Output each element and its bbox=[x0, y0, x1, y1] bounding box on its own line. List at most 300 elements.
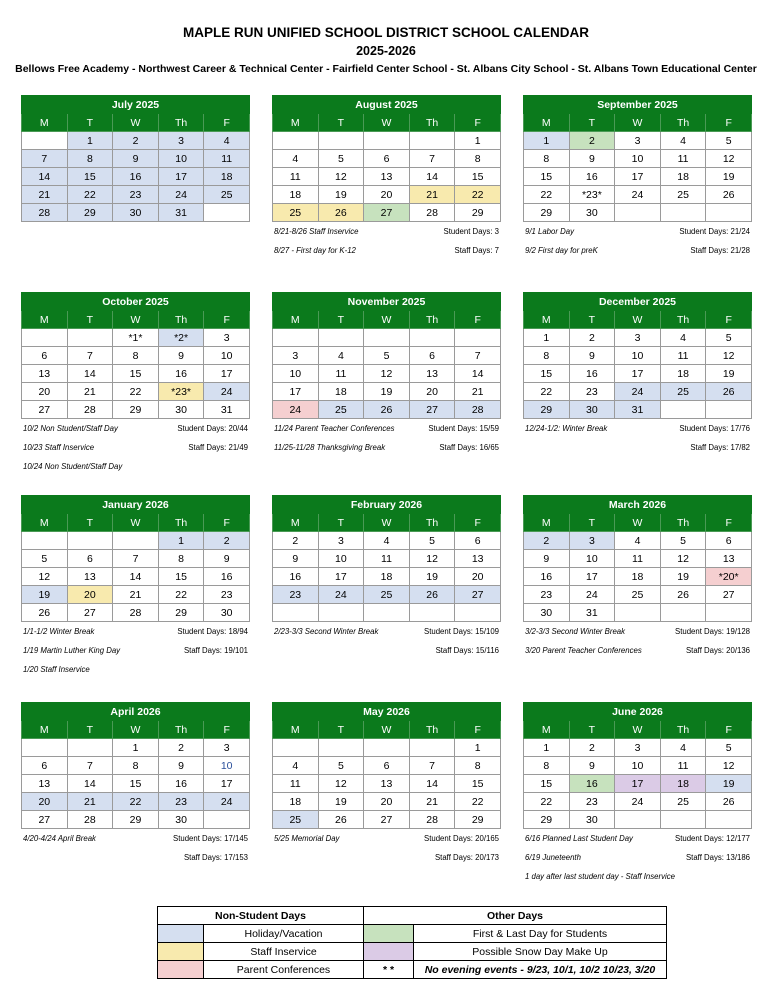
weekday-header: M bbox=[273, 114, 319, 132]
day-cell: 11 bbox=[660, 347, 706, 365]
month-title: January 2026 bbox=[22, 496, 250, 514]
month-note: 9/2 First day for preK bbox=[525, 246, 598, 255]
day-cell: 21 bbox=[67, 383, 113, 401]
day-cell: 3 bbox=[615, 132, 661, 150]
day-cell: 28 bbox=[67, 811, 113, 829]
weekday-header: M bbox=[22, 721, 68, 739]
school-year: 2025-2026 bbox=[356, 44, 416, 58]
day-cell: 9 bbox=[569, 757, 615, 775]
weekday-header: T bbox=[318, 114, 364, 132]
day-cell: 27 bbox=[22, 401, 68, 419]
month-april-2026 bbox=[21, 702, 250, 829]
day-cell bbox=[22, 329, 68, 347]
legend-label-snow-makeup: Possible Snow Day Make Up bbox=[414, 943, 667, 961]
day-cell: 24 bbox=[318, 586, 364, 604]
day-cell: 7 bbox=[67, 757, 113, 775]
day-cell: 20 bbox=[67, 586, 113, 604]
day-cell bbox=[273, 329, 319, 347]
day-cell: 22 bbox=[524, 186, 570, 204]
day-cell: 28 bbox=[22, 204, 68, 222]
day-cell bbox=[364, 132, 410, 150]
day-cell: 4 bbox=[364, 532, 410, 550]
weekday-header: M bbox=[22, 114, 68, 132]
day-cell: 24 bbox=[615, 186, 661, 204]
day-cell: 30 bbox=[569, 401, 615, 419]
day-cell: 9 bbox=[204, 550, 250, 568]
day-cell: 6 bbox=[409, 347, 455, 365]
day-cell: 27 bbox=[455, 586, 501, 604]
weekday-header: F bbox=[455, 514, 501, 532]
day-cell bbox=[706, 811, 752, 829]
day-cell: 4 bbox=[660, 739, 706, 757]
day-cell: 26 bbox=[318, 204, 364, 222]
day-cell bbox=[706, 204, 752, 222]
day-cell: 10 bbox=[318, 550, 364, 568]
weekday-header: F bbox=[455, 721, 501, 739]
day-cell: 1 bbox=[455, 739, 501, 757]
day-cell: 9 bbox=[569, 150, 615, 168]
day-cell: 30 bbox=[113, 204, 159, 222]
month-day-count: Student Days: 12/177 bbox=[675, 834, 750, 843]
month-title: September 2025 bbox=[524, 96, 752, 114]
day-cell: 7 bbox=[409, 150, 455, 168]
month-note: 6/19 Juneteenth bbox=[525, 853, 581, 862]
day-cell: 14 bbox=[22, 168, 68, 186]
month-note: 8/27 - First day for K-12 bbox=[274, 246, 356, 255]
day-cell: 20 bbox=[22, 383, 68, 401]
day-cell: 29 bbox=[113, 811, 159, 829]
day-cell: 1 bbox=[524, 739, 570, 757]
weekday-header: M bbox=[22, 514, 68, 532]
month-note: 4/20-4/24 April Break bbox=[23, 834, 96, 843]
day-cell: 24 bbox=[158, 186, 204, 204]
day-cell: 2 bbox=[569, 132, 615, 150]
day-cell: 5 bbox=[22, 550, 68, 568]
month-day-count: Staff Days: 7 bbox=[454, 246, 499, 255]
day-cell bbox=[22, 132, 68, 150]
day-cell: 23 bbox=[273, 586, 319, 604]
day-cell: 24 bbox=[569, 586, 615, 604]
day-cell: 5 bbox=[706, 132, 752, 150]
day-cell: 26 bbox=[706, 793, 752, 811]
day-cell: 2 bbox=[569, 739, 615, 757]
day-cell: 26 bbox=[409, 586, 455, 604]
day-cell: 25 bbox=[364, 586, 410, 604]
day-cell: 27 bbox=[409, 401, 455, 419]
day-cell bbox=[409, 329, 455, 347]
day-cell: 31 bbox=[158, 204, 204, 222]
month-title: March 2026 bbox=[524, 496, 752, 514]
weekday-header: T bbox=[67, 721, 113, 739]
day-cell: 24 bbox=[615, 793, 661, 811]
day-cell: 16 bbox=[569, 365, 615, 383]
day-cell: 4 bbox=[273, 757, 319, 775]
day-cell: 10 bbox=[569, 550, 615, 568]
day-cell: 21 bbox=[67, 793, 113, 811]
day-cell: 10 bbox=[158, 150, 204, 168]
day-cell: 10 bbox=[615, 347, 661, 365]
day-cell: 15 bbox=[455, 168, 501, 186]
weekday-header: Th bbox=[158, 311, 204, 329]
day-cell: 26 bbox=[706, 186, 752, 204]
day-cell bbox=[318, 132, 364, 150]
day-cell: 2 bbox=[273, 532, 319, 550]
day-cell: 2 bbox=[569, 329, 615, 347]
day-cell bbox=[706, 401, 752, 419]
day-cell: 4 bbox=[318, 347, 364, 365]
legend-label-holiday: Holiday/Vacation bbox=[204, 925, 364, 943]
day-cell: 3 bbox=[204, 739, 250, 757]
day-cell: 24 bbox=[273, 401, 319, 419]
month-july-2025 bbox=[21, 95, 250, 222]
weekday-header: M bbox=[524, 311, 570, 329]
day-cell: 6 bbox=[67, 550, 113, 568]
weekday-header: W bbox=[364, 514, 410, 532]
day-cell: 10 bbox=[615, 150, 661, 168]
day-cell: 6 bbox=[455, 532, 501, 550]
day-cell: 8 bbox=[113, 347, 159, 365]
day-cell bbox=[67, 739, 113, 757]
day-cell: 22 bbox=[455, 793, 501, 811]
day-cell: 31 bbox=[569, 604, 615, 622]
day-cell bbox=[273, 739, 319, 757]
weekday-header: Th bbox=[660, 114, 706, 132]
month-title: February 2026 bbox=[273, 496, 501, 514]
weekday-header: W bbox=[364, 114, 410, 132]
weekday-header: M bbox=[273, 514, 319, 532]
day-cell bbox=[67, 532, 113, 550]
day-cell: 16 bbox=[158, 775, 204, 793]
day-cell bbox=[273, 604, 319, 622]
weekday-header: Th bbox=[660, 721, 706, 739]
day-cell: *23* bbox=[158, 383, 204, 401]
day-cell: 6 bbox=[364, 757, 410, 775]
day-cell bbox=[22, 739, 68, 757]
day-cell bbox=[113, 532, 159, 550]
weekday-header: T bbox=[569, 721, 615, 739]
day-cell: 26 bbox=[318, 811, 364, 829]
day-cell: 28 bbox=[67, 401, 113, 419]
day-cell: 14 bbox=[67, 365, 113, 383]
day-cell: 1 bbox=[524, 132, 570, 150]
day-cell: 28 bbox=[455, 401, 501, 419]
day-cell: 23 bbox=[569, 793, 615, 811]
day-cell: 27 bbox=[22, 811, 68, 829]
weekday-header: T bbox=[318, 514, 364, 532]
day-cell bbox=[706, 604, 752, 622]
day-cell bbox=[22, 532, 68, 550]
month-february-2026 bbox=[272, 495, 501, 622]
day-cell: 23 bbox=[204, 586, 250, 604]
day-cell: 16 bbox=[569, 775, 615, 793]
day-cell: 12 bbox=[706, 150, 752, 168]
weekday-header: W bbox=[364, 311, 410, 329]
day-cell: 20 bbox=[409, 383, 455, 401]
month-note: 10/23 Staff Inservice bbox=[23, 443, 95, 452]
page-title: MAPLE RUN UNIFIED SCHOOL DISTRICT SCHOOL CALENDAR bbox=[182, 25, 589, 40]
day-cell: 26 bbox=[660, 586, 706, 604]
day-cell: 17 bbox=[273, 383, 319, 401]
day-cell: 1 bbox=[158, 532, 204, 550]
month-day-count: Staff Days: 20/136 bbox=[685, 646, 750, 655]
day-cell: 3 bbox=[273, 347, 319, 365]
day-cell bbox=[409, 132, 455, 150]
day-cell: *23* bbox=[569, 186, 615, 204]
day-cell: 4 bbox=[273, 150, 319, 168]
weekday-header: Th bbox=[409, 721, 455, 739]
day-cell: 6 bbox=[22, 757, 68, 775]
day-cell: 12 bbox=[364, 365, 410, 383]
day-cell: 11 bbox=[204, 150, 250, 168]
day-cell: 18 bbox=[660, 168, 706, 186]
weekday-header: T bbox=[318, 721, 364, 739]
day-cell: 4 bbox=[615, 532, 661, 550]
month-day-count: Student Days: 18/94 bbox=[177, 627, 248, 636]
day-cell: 15 bbox=[524, 365, 570, 383]
day-cell: 12 bbox=[22, 568, 68, 586]
month-note: 1/1-1/2 Winter Break bbox=[23, 627, 95, 636]
day-cell: 3 bbox=[615, 329, 661, 347]
day-cell: 29 bbox=[524, 204, 570, 222]
weekday-header: M bbox=[273, 311, 319, 329]
weekday-header: Th bbox=[158, 721, 204, 739]
day-cell: 3 bbox=[569, 532, 615, 550]
day-cell: 5 bbox=[706, 329, 752, 347]
day-cell: 31 bbox=[615, 401, 661, 419]
month-january-2026 bbox=[21, 495, 250, 622]
month-december-2025 bbox=[523, 292, 752, 419]
day-cell: 30 bbox=[569, 204, 615, 222]
day-cell bbox=[455, 604, 501, 622]
month-title: November 2025 bbox=[273, 293, 501, 311]
day-cell bbox=[204, 204, 250, 222]
month-note: 8/21-8/26 Staff Inservice bbox=[274, 227, 359, 236]
month-note: 1/20 Staff Inservice bbox=[23, 665, 90, 674]
day-cell bbox=[660, 401, 706, 419]
day-cell bbox=[67, 329, 113, 347]
month-note: 9/1 Labor Day bbox=[525, 227, 574, 236]
legend-label-inservice: Staff Inservice bbox=[204, 943, 364, 961]
month-september-2025 bbox=[523, 95, 752, 222]
day-cell: 12 bbox=[706, 347, 752, 365]
month-day-count: Student Days: 21/24 bbox=[679, 227, 750, 236]
month-day-count: Staff Days: 21/28 bbox=[690, 246, 750, 255]
day-cell: 27 bbox=[364, 811, 410, 829]
day-cell: 23 bbox=[113, 186, 159, 204]
day-cell: 20 bbox=[455, 568, 501, 586]
day-cell: 28 bbox=[409, 204, 455, 222]
day-cell: 12 bbox=[660, 550, 706, 568]
day-cell: 16 bbox=[569, 168, 615, 186]
legend-swatch-holiday bbox=[158, 925, 204, 943]
weekday-header: F bbox=[204, 114, 250, 132]
day-cell: 1 bbox=[67, 132, 113, 150]
day-cell: 23 bbox=[524, 586, 570, 604]
legend-other-title: Other Days bbox=[364, 907, 667, 925]
day-cell: 16 bbox=[524, 568, 570, 586]
month-title: April 2026 bbox=[22, 703, 250, 721]
month-note: 12/24-1/2: Winter Break bbox=[525, 424, 608, 433]
day-cell: 1 bbox=[113, 739, 159, 757]
month-day-count: Student Days: 15/59 bbox=[428, 424, 499, 433]
day-cell: 15 bbox=[524, 168, 570, 186]
day-cell bbox=[364, 329, 410, 347]
day-cell: 11 bbox=[273, 775, 319, 793]
day-cell: 19 bbox=[706, 168, 752, 186]
day-cell: 5 bbox=[318, 757, 364, 775]
day-cell: 13 bbox=[706, 550, 752, 568]
day-cell: 9 bbox=[113, 150, 159, 168]
weekday-header: T bbox=[318, 311, 364, 329]
weekday-header: W bbox=[113, 311, 159, 329]
day-cell: 8 bbox=[67, 150, 113, 168]
day-cell: 17 bbox=[615, 365, 661, 383]
day-cell: 25 bbox=[273, 204, 319, 222]
day-cell: 8 bbox=[113, 757, 159, 775]
weekday-header: Th bbox=[409, 514, 455, 532]
day-cell: 5 bbox=[706, 739, 752, 757]
day-cell: 7 bbox=[455, 347, 501, 365]
day-cell: 17 bbox=[204, 775, 250, 793]
day-cell: 11 bbox=[660, 150, 706, 168]
day-cell bbox=[409, 604, 455, 622]
month-note: 5/25 Memorial Day bbox=[274, 834, 340, 843]
day-cell: 14 bbox=[409, 168, 455, 186]
weekday-header: F bbox=[706, 721, 752, 739]
month-note: 10/2 Non Student/Staff Day bbox=[23, 424, 118, 433]
day-cell bbox=[455, 329, 501, 347]
day-cell: 16 bbox=[113, 168, 159, 186]
month-note: 2/23-3/3 Second Winter Break bbox=[274, 627, 379, 636]
legend-non-student-title: Non-Student Days bbox=[158, 907, 364, 925]
month-note: 11/25-11/28 Thanksgiving Break bbox=[274, 443, 386, 452]
day-cell: 19 bbox=[706, 775, 752, 793]
day-cell: 4 bbox=[204, 132, 250, 150]
weekday-header: F bbox=[204, 514, 250, 532]
day-cell: 14 bbox=[67, 775, 113, 793]
weekday-header: F bbox=[204, 721, 250, 739]
weekday-header: M bbox=[524, 514, 570, 532]
day-cell: 21 bbox=[22, 186, 68, 204]
day-cell: 27 bbox=[67, 604, 113, 622]
day-cell: 17 bbox=[158, 168, 204, 186]
day-cell: 6 bbox=[22, 347, 68, 365]
day-cell: 19 bbox=[22, 586, 68, 604]
month-november-2025 bbox=[272, 292, 501, 419]
day-cell: 1 bbox=[524, 329, 570, 347]
day-cell: 8 bbox=[455, 150, 501, 168]
day-cell: 2 bbox=[204, 532, 250, 550]
day-cell: 15 bbox=[158, 568, 204, 586]
month-day-count: Staff Days: 15/116 bbox=[435, 646, 499, 655]
day-cell: 22 bbox=[455, 186, 501, 204]
day-cell: 20 bbox=[364, 186, 410, 204]
month-day-count: Student Days: 17/76 bbox=[679, 424, 750, 433]
day-cell: 25 bbox=[318, 401, 364, 419]
day-cell: 1 bbox=[455, 132, 501, 150]
day-cell: 13 bbox=[455, 550, 501, 568]
weekday-header: T bbox=[67, 311, 113, 329]
day-cell: 16 bbox=[158, 365, 204, 383]
day-cell: 24 bbox=[615, 383, 661, 401]
day-cell: 21 bbox=[455, 383, 501, 401]
day-cell: 18 bbox=[318, 383, 364, 401]
day-cell bbox=[318, 329, 364, 347]
day-cell: 30 bbox=[524, 604, 570, 622]
day-cell: 25 bbox=[660, 793, 706, 811]
day-cell: 20 bbox=[22, 793, 68, 811]
day-cell: 22 bbox=[524, 383, 570, 401]
month-note: 10/24 Non Student/Staff Day bbox=[23, 462, 123, 471]
day-cell: 18 bbox=[273, 793, 319, 811]
month-title: May 2026 bbox=[273, 703, 501, 721]
day-cell: 17 bbox=[615, 168, 661, 186]
day-cell: 23 bbox=[569, 383, 615, 401]
day-cell: 25 bbox=[615, 586, 661, 604]
day-cell: 2 bbox=[524, 532, 570, 550]
day-cell: 26 bbox=[22, 604, 68, 622]
day-cell: 8 bbox=[524, 347, 570, 365]
month-note: 1 day after last student day - Staff Inservice bbox=[525, 872, 675, 881]
day-cell: 29 bbox=[455, 204, 501, 222]
legend-swatch-snow-makeup bbox=[364, 943, 414, 961]
day-cell: 13 bbox=[67, 568, 113, 586]
day-cell: 29 bbox=[67, 204, 113, 222]
day-cell: 7 bbox=[409, 757, 455, 775]
day-cell: *20* bbox=[706, 568, 752, 586]
month-note: 11/24 Parent Teacher Conferences bbox=[274, 424, 395, 433]
legend-swatch-inservice bbox=[158, 943, 204, 961]
month-note: 3/20 Parent Teacher Conferences bbox=[525, 646, 642, 655]
weekday-header: W bbox=[113, 721, 159, 739]
day-cell: 18 bbox=[660, 365, 706, 383]
month-day-count: Staff Days: 19/101 bbox=[183, 646, 248, 655]
day-cell: 23 bbox=[158, 793, 204, 811]
day-cell bbox=[409, 739, 455, 757]
day-cell: 18 bbox=[615, 568, 661, 586]
day-cell bbox=[615, 204, 661, 222]
day-cell bbox=[273, 132, 319, 150]
day-cell: 29 bbox=[158, 604, 204, 622]
day-cell: 15 bbox=[455, 775, 501, 793]
day-cell bbox=[660, 811, 706, 829]
day-cell: 11 bbox=[615, 550, 661, 568]
weekday-header: T bbox=[569, 114, 615, 132]
day-cell: 30 bbox=[204, 604, 250, 622]
day-cell: 22 bbox=[524, 793, 570, 811]
day-cell: 22 bbox=[113, 793, 159, 811]
day-cell: 18 bbox=[204, 168, 250, 186]
month-title: August 2025 bbox=[273, 96, 501, 114]
day-cell: 24 bbox=[204, 793, 250, 811]
day-cell: 19 bbox=[706, 365, 752, 383]
day-cell: 13 bbox=[364, 775, 410, 793]
weekday-header: T bbox=[67, 114, 113, 132]
legend-label-no-evening: No evening events - 9/23, 10/1, 10/2 10/23, 3/20 bbox=[414, 961, 667, 979]
day-cell: 6 bbox=[706, 532, 752, 550]
day-cell: 3 bbox=[204, 329, 250, 347]
day-cell: 11 bbox=[660, 757, 706, 775]
day-cell: 22 bbox=[158, 586, 204, 604]
month-october-2025 bbox=[21, 292, 250, 419]
weekday-header: Th bbox=[660, 311, 706, 329]
day-cell: 12 bbox=[318, 775, 364, 793]
day-cell: 4 bbox=[660, 329, 706, 347]
month-title: July 2025 bbox=[22, 96, 250, 114]
day-cell: 10 bbox=[273, 365, 319, 383]
day-cell: 3 bbox=[158, 132, 204, 150]
weekday-header: Th bbox=[158, 114, 204, 132]
